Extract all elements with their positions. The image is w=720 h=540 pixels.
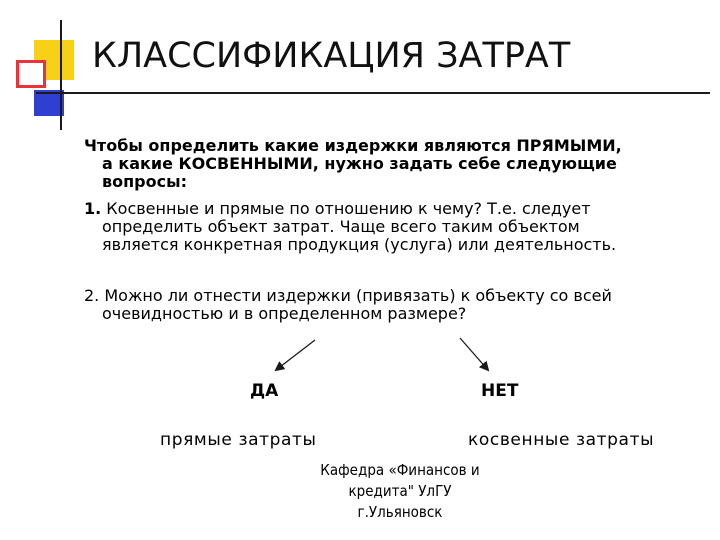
- direct-costs-label: прямые затраты: [160, 430, 317, 450]
- question-1-text: Косвенные и прямые по отношению к чему? Т.е. следует: [101, 199, 591, 218]
- arrow-left: [276, 340, 315, 370]
- deco-red-square: [16, 60, 46, 88]
- question-2-line-1: 2. Можно ли отнести издержки (привязать) к объекту со всей: [84, 286, 612, 305]
- footer-line-1: Кафедра «Финансов и: [320, 461, 480, 479]
- deco-horizontal-rule: [36, 92, 710, 94]
- question-1-line-1: [84, 200, 704, 218]
- intro-line-3: вопросы:: [102, 172, 187, 191]
- question-1-line-3: является конкретная продукция (услуга) или деятельность.: [102, 235, 617, 254]
- intro-paragraph: [84, 137, 720, 191]
- question-1: [84, 200, 704, 254]
- answer-yes: ДА: [250, 381, 279, 401]
- deco-vertical-rule: [60, 20, 62, 130]
- question-2: [84, 287, 704, 323]
- footer-line-2: кредита" УлГУ: [348, 482, 452, 500]
- indirect-costs-label: косвенные затраты: [468, 430, 655, 450]
- intro-line-2: а какие КОСВЕННЫМИ, нужно задать себе следующие: [102, 154, 617, 173]
- question-2-line-2: очевидностью и в определенном размере?: [102, 304, 467, 323]
- footer-line-3: г.Ульяновск: [357, 503, 443, 521]
- intro-line-1: Чтобы определить какие издержки являются ПРЯМЫМИ,: [84, 136, 622, 155]
- arrow-right: [460, 338, 488, 370]
- question-1-line-2: определить объект затрат. Чаще всего таким объектом: [102, 217, 580, 236]
- answer-no: НЕТ: [481, 381, 519, 401]
- page-title: КЛАССИФИКАЦИЯ ЗАТРАТ: [92, 36, 571, 76]
- question-1-number: 1.: [84, 199, 102, 218]
- footer-credit: [280, 460, 520, 523]
